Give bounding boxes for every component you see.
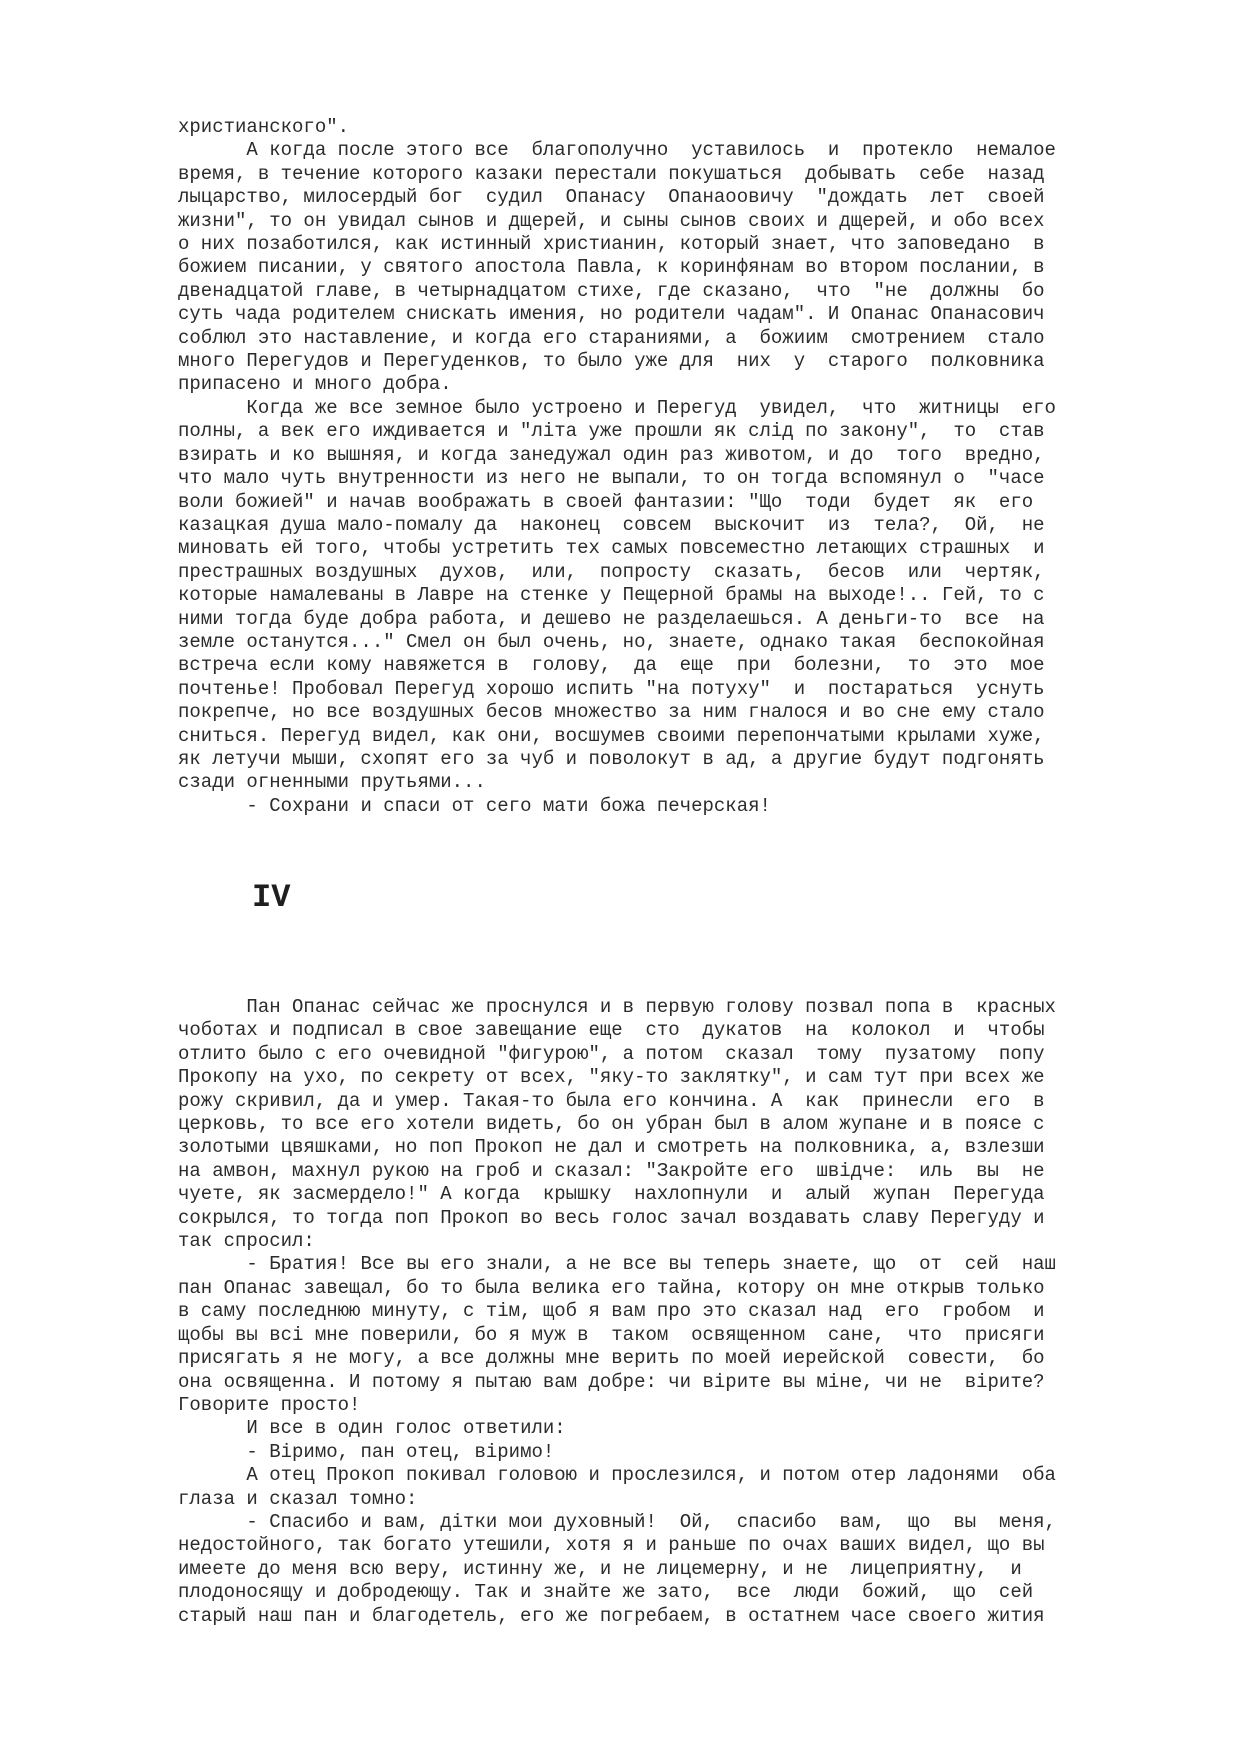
text-line: А когда после этого все благополучно уставилось и протекло немалое — [178, 139, 1056, 162]
text-line: А отец Прокоп покивал головою и прослезился, и потом отер ладонями оба — [178, 1464, 1056, 1487]
text-line: сзади огненными прутьями... — [178, 771, 486, 794]
text-line: которые намалеваны в Лавре на стенке у Пещерной брамы на выходе!.. Гей, то с — [178, 584, 1045, 607]
text-line: воли божией" и начав воображать в своей фантазии: "Що тоди будет як его — [178, 490, 1034, 513]
text-line: глаза и сказал томно: — [178, 1487, 418, 1510]
text-line: чоботах и подписал в свое завещание еще сто дукатов на колокол и чтобы — [178, 1019, 1045, 1042]
text-line: казацкая душа мало-помалу да наконец совсем выскочит из тела?, Ой, не — [178, 513, 1045, 536]
text-line: в саму последнюю минуту, с тім, щоб я вам про это сказал над его гробом и — [178, 1300, 1045, 1323]
text-line: жизни", то он увидал сынов и дщерей, и сыны сынов своих и дщерей, и обо всех — [178, 209, 1045, 232]
text-line: И все в один голос ответили: — [178, 1417, 566, 1440]
text-line: Когда же все земное было устроено и Перегуд увидел, что житницы его — [178, 396, 1056, 419]
text-line: золотыми цвяшками, но поп Прокоп не дал и смотреть на полковника, а, взлезши — [178, 1136, 1045, 1159]
text-line: имеете до меня всю веру, истинну же, и не лицемерну, и не лицеприятну, и — [178, 1557, 1022, 1580]
text-line: церковь, то все его хотели видеть, бо он убран был в алом жупане и в поясе с — [178, 1113, 1045, 1136]
text-line: о них позаботился, как истинный христианин, который знает, что заповедано в — [178, 233, 1045, 256]
text-line: много Перегудов и Перегуденков, то было уже для них у старого полковника — [178, 350, 1045, 373]
text-line: сокрылся, то тогда поп Прокоп во весь голос зачал воздавать славу Перегуду и — [178, 1206, 1045, 1229]
text-block-bottom — [178, 996, 1129, 1628]
text-line: рожу скривил, да и умер. Такая-то была его кончина. А как принесли его в — [178, 1089, 1045, 1112]
text-line: время, в течение которого казаки перестали покушаться добывать себе назад — [178, 162, 1045, 185]
text-line: як летучи мыши, схопят его за чуб и поволокут в ад, а другие будут подгонять — [178, 747, 1045, 770]
text-line: встреча если кому навяжется в голову, да еще при болезни, то это мое — [178, 654, 1045, 677]
text-line: старый наш пан и благодетель, его же погребаем, в остатнем часе своего жития — [178, 1604, 1045, 1627]
text-line: - Братия! Все вы его знали, а не все вы теперь знаете, що от сей наш — [178, 1253, 1056, 1276]
text-line: ними тогда буде добра работа, и дешево не разделаешься. А деньги-то все на — [178, 607, 1045, 630]
text-line: - Віримо, пан отец, віримо! — [178, 1440, 555, 1463]
text-line: божием писании, у святого апостола Павла, к коринфянам во втором послании, в — [178, 256, 1045, 279]
text-line: припасено и много добра. — [178, 373, 452, 396]
text-line: - Спасибо и вам, дітки мои духовный! Ой, спасибо вам, що вы меня, — [178, 1510, 1056, 1533]
text-line: чуете, як засмердело!" А когда крышку нахлопнули и алый жупан Перегуда — [178, 1183, 1045, 1206]
text-line: миновать ей того, чтобы устретить тех самых повсеместно летающих страшных и — [178, 537, 1045, 560]
text-line: пан Опанас завещал, бо то была велика его тайна, котору он мне открыв только — [178, 1276, 1045, 1299]
text-line: полны, а век его иждивается и "літа уже прошли як слід по закону", то став — [178, 420, 1045, 443]
text-block-top — [178, 116, 1129, 818]
text-line: отлито было с его очевидной "фигурою", а потом сказал тому пузатому попу — [178, 1042, 1045, 1065]
text-line: взирать и ко вышняя, и когда занедужал один раз животом, и до того вредно, — [178, 443, 1045, 466]
text-line: что мало чуть внутренности из него не выпали, то он тогда вспомянул о "часе — [178, 467, 1045, 490]
text-line: суть чада родителем снискать имения, но родители чадам". И Опанас Опанасович — [178, 303, 1045, 326]
text-line: почтенье! Пробовал Перегуд хорошо испить "на потуху" и постараться уснуть — [178, 677, 1045, 700]
text-line: христианского". — [178, 116, 350, 138]
text-line: соблюл это наставление, и когда его стараниями, а божиим смотрением стало — [178, 326, 1045, 349]
text-line: лыцарство, милосердый бог судил Опанасу Опанаоовичу "дождать лет своей — [178, 186, 1045, 209]
text-line: щобы вы всі мне поверили, бо я муж в таком освященном сане, что присяги — [178, 1323, 1045, 1346]
text-line: присягать я не могу, а все должны мне верить по моей иерейской совести, бо — [178, 1347, 1045, 1370]
text-line: Говорите просто! — [178, 1393, 361, 1416]
text-line: престрашных воздушных духов, или, попросту сказать, бесов или чертяк, — [178, 560, 1045, 583]
text-line: на амвон, махнул рукою на гроб и сказал: "Закройте его швідче: иль вы не — [178, 1159, 1045, 1182]
text-line: двенадцатой главе, в четырнадцатом стихе, где сказано, что "не должны бо — [178, 279, 1045, 302]
text-line: плодоносящу и добродеющу. Так и знайте же зато, все люди божий, що сей — [178, 1581, 1034, 1604]
text-line: сниться. Перегуд видел, как они, восшумев своими перепончатыми крылами хуже, — [178, 724, 1045, 747]
text-line: так спросил: — [178, 1230, 315, 1253]
chapter-heading: IV — [252, 879, 291, 916]
text-line: земле останутся..." Смел он был очень, но, знаете, однако такая беспокойная — [178, 630, 1045, 653]
text-line: Прокопу на ухо, по секрету от всех, "яку-то заклятку", и сам тут при всех же — [178, 1066, 1045, 1089]
text-line: недостойного, так богато утешили, хотя я и раньше по очах ваших видел, що вы — [178, 1534, 1045, 1557]
text-line: покрепче, но все воздушных бесов множество за ним гналося и во сне ему стало — [178, 701, 1045, 724]
text-line: она освященна. И потому я пытаю вам добре: чи вірите вы міне, чи не вірите? — [178, 1370, 1045, 1393]
text-line: Пан Опанас сейчас же проснулся и в первую голову позвал попа в красных — [178, 996, 1056, 1018]
text-line: - Сохрани и спаси от сего мати божа печерская! — [178, 794, 771, 817]
